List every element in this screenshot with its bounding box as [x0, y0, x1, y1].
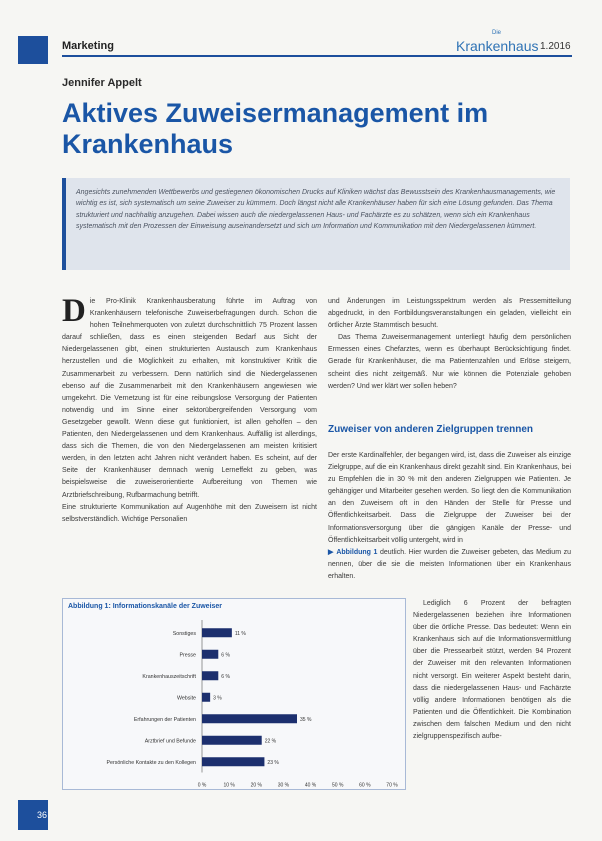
header-rule — [62, 55, 572, 57]
drop-cap: D — [62, 293, 86, 329]
category-label: Erfahrungen der Patienten — [133, 716, 196, 723]
logo-prefix: Die — [492, 30, 502, 36]
bar — [202, 628, 232, 637]
column-2 — [328, 296, 571, 393]
category-label: Krankenhauszeitschrift — [142, 673, 196, 680]
data-label: 6 % — [221, 652, 230, 659]
tick-label: 60 % — [359, 782, 371, 788]
category-label: Arztbrief und Befunde — [144, 738, 196, 745]
author-name: Jennifer Appelt — [62, 77, 142, 89]
issue-number: 1.2016 — [540, 41, 571, 52]
paragraph — [328, 547, 571, 583]
header-color-block — [18, 36, 48, 64]
paragraph: und Änderungen im Leistungsspektrum werden als Pressemitteilung abgedruckt, in den Fortbildungsveranstaltungen ein geladen, vielleicht ein örtlicher Ärzte Stammtisch besucht. — [328, 298, 571, 330]
bar — [202, 714, 297, 723]
paragraph: Das Thema Zuweisermanagement unterliegt häufig dem persönlichen Ermessen eines Chefarztes, wenn es überhaupt Berücksichtigung findet. Gerade für Krankenhäuser, die ma Patientenzahlen und Erlöse steigern, scheint dies nicht zeitgemäß. Nur wie können die Potenziale gehoben werden? Und wer klärt wer sollen heben? — [328, 334, 571, 390]
magazine-logo: Krankenhaus — [456, 38, 539, 54]
column-3 — [413, 598, 571, 743]
paragraph-text: deutlich. Hier wurden die Zuweiser gebeten, das Medium zu nennen, über die sie die meisten Informationen über ein Krankenhaus erhalten. — [328, 548, 571, 580]
tick-label: 20 % — [250, 782, 262, 788]
bar — [202, 757, 264, 766]
category-label: Website — [176, 695, 196, 702]
category-label: Sonstiges — [172, 630, 196, 637]
bar-chart — [62, 614, 404, 788]
section-label: Marketing — [62, 40, 114, 52]
paragraph: Eine strukturierte Kommunikation auf Augenhöhe mit den Zuweisern ist nicht selbstverständlich. Wichtige Personalien — [62, 503, 317, 523]
abstract-text: Angesichts zunehmenden Wettbewerbs und gestiegenen ökonomischen Drucks auf Kliniken wächst das Bewusstsein des Krankenhausmanagements, wie wichtig es ist, sich systematisch um seine Zuweiser zu kümmern. Doch längst nicht alle Krankenhäuser haben für sich eine Lösung gefunden. Das Thema strukturiert und nachhaltig anzugehen. Dabei wissen auch die niedergelassenen Haus- und Fachärzte es zu schätzen, wenn sich ein Krankenhaus systematisch mit den Prozessen der Einweisung auseinandersetzt und sich um Information und Kommunikation mit den Niedergelassenen kümmert. — [76, 189, 556, 230]
figure-reference[interactable]: ▶ Abbildung 1 — [328, 548, 378, 556]
data-label: 22 % — [264, 738, 277, 745]
tick-label: 40 % — [304, 782, 317, 788]
page-number: 36 — [37, 810, 48, 820]
data-label: 6 % — [221, 673, 230, 680]
abstract-box — [62, 178, 570, 270]
column-1 — [62, 293, 317, 526]
paragraph-text: ie Pro-Klinik Krankenhausberatung führte im Auftrag von Krankenhäusern telefonische Zuweiserbefragungen durch. Schon die hohen Teilnehmerquoten von zuletzt durchschnittlich 75 Prozent lassen darauf schließen, dass es einen steigenden Bedarf aus Sicht der Niedergelassenen gibt, einen strukturierten Austausch zum Krankenhaus herzustellen und die Möglichkeit zu erhalten, mit konstruktiver Kritik die Zusammenarbeit zu verbessern. Denn natürlich sind die Niedergelassenen ebenso auf die Zusammenarbeit mit den Krankenhäusern angewiesen wie umgekehrt. Die Vernetzung ist für eine reibungslose Versorgung der Patienten notwendig und im Sinne einer sektorübergreifenden Versorgung vom Gesetzgeber gewollt. Wenn diese gut funktioniert, ist allen geholfen – den Patienten, den Niedergelassenen und dem Krankenhaus. Auffällig ist allerdings, dass sich die Themen, die von den Niedergelassenen am meisten kritisiert werden, in den letzten acht Jahren nicht verändert haben. Es scheint, auf der Seite der Krankenhäuser demnach wenig Lerneffekt zu geben, was beispielsweise die zuweiserorientierte Aufbereitung von Themen wie Arztbriefschreibung, Rufbarmachung betrifft. — [62, 298, 317, 499]
category-label: Presse — [179, 652, 196, 659]
data-label: 3 % — [213, 695, 222, 702]
data-label: 11 % — [234, 630, 246, 637]
paragraph: Lediglich 6 Prozent der befragten Niedergelassenen beziehen ihre Informationen über die örtliche Presse. Das bedeutet: Wenn ein Krankenhaus sich auf die Informationsvermittlung über die Pressearbeit stützt, werden 94 Prozent der Zuweiser mit den relevanten Informationen nicht versorgt. Ein weiterer Aspekt besteht darin, dass die niedergelassenen Haus- und Fachärzte völlig andere Informationen benötigen als die Patienten und die Öffentlichkeit. Die Kombination zwischen dem falschen Medium und den nicht zielgruppenspezifisch aufbe- — [413, 600, 571, 741]
article-title: Aktives Zuweisermanagement im Krankenhaus — [62, 98, 489, 159]
bar — [202, 693, 210, 702]
data-label: 35 % — [300, 716, 312, 723]
paragraph — [62, 293, 317, 502]
data-label: 23 % — [267, 759, 279, 766]
subheading: Zuweiser von anderen Zielgruppen trennen — [328, 424, 534, 435]
column-2-lower — [328, 450, 571, 583]
chart-title: Abbildung 1: Informationskanäle der Zuweiser — [68, 603, 223, 610]
bar — [202, 650, 218, 659]
tick-label: 0 % — [197, 782, 207, 788]
tick-label: 30 % — [277, 782, 290, 788]
bar — [202, 671, 218, 680]
bar — [202, 736, 262, 745]
tick-label: 70 % — [386, 782, 398, 788]
tick-label: 10 % — [223, 782, 235, 788]
tick-label: 50 % — [332, 782, 344, 788]
category-label: Persönliche Kontakte zu den Kollegen — [106, 759, 196, 766]
paragraph: Der erste Kardinalfehler, der begangen wird, ist, dass die Zuweiser als einzige Zielgruppe, auf die ein Krankenhaus direkt gezahlt sind. Ein Krankenhaus, bei zu Empfehlen die in 30 % mit den anderen Zielgruppen wie Patienten. Je gehängiger und Mitarbeiter gesehen werden. So liegt den die Kommunikation an den Zuweisern oft in den Händen der Stelle für Presse und Öffentlichkeitsarbeit. Dass die Zielgruppe der Zuweiser bei der Informationsversorgung über die gängigen Kanäle der Presse- und Öffentlichkeitsarbeit völlig untergeht, wird in — [328, 452, 571, 544]
